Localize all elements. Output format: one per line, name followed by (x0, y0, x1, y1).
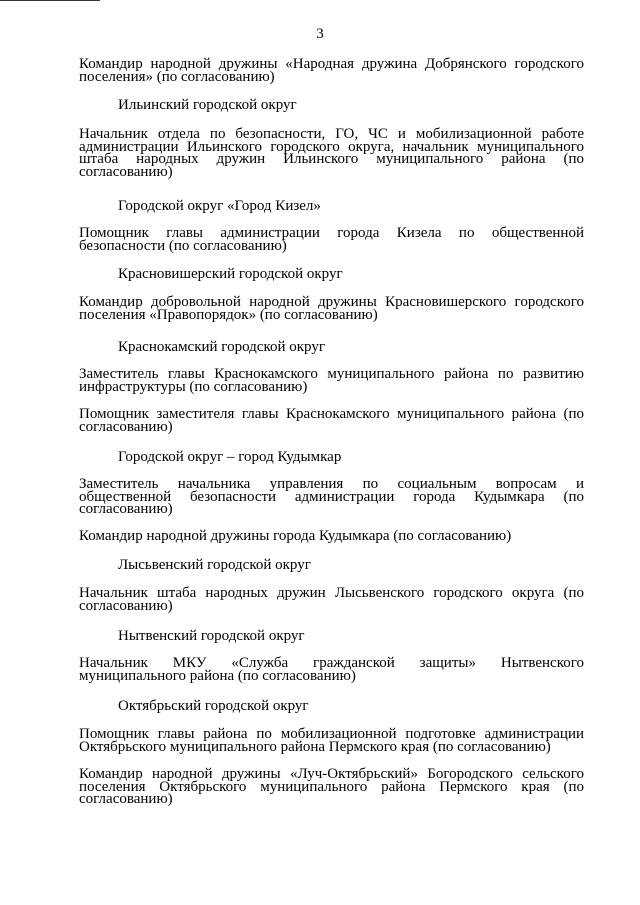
heading-nytva: Нытвенский городской округ (118, 628, 305, 644)
top-rule (0, 0, 100, 1)
paragraph-lysva-chief: Начальник штаба народных дружин Лысьвенского городского округа (по согласованию) (79, 585, 584, 614)
page-number: 3 (316, 26, 324, 42)
heading-kudymkar: Городской округ – город Кудымкар (118, 449, 342, 465)
paragraph-nytva-chief: Начальник МКУ «Служба гражданской защиты» Нытвенского муниципального района (по согласованию) (79, 655, 584, 684)
paragraph-dobryanka-commander: Командир народной дружины «Народная дружина Добрянского городского поселения» (по согласованию) (79, 56, 584, 85)
paragraph-krasnokamsk-deputy: Заместитель главы Краснокамского муниципального района по развитию инфраструктуры (по согласованию) (79, 366, 584, 395)
paragraph-oktyabrsky-commander: Командир народной дружины «Луч-Октябрьский» Богородского сельского поселения Октябрьского муниципального района Пермского края (по согласованию) (79, 766, 584, 807)
paragraph-ilinsky-head: Начальник отдела по безопасности, ГО, ЧС и мобилизационной работе администрации Ильинского городского округа, начальник муниципального штаба народных дружин Ильинского муниципального района (по согласованию) (79, 126, 584, 180)
paragraph-kizel-assistant: Помощник главы администрации города Кизела по общественной безопасности (по согласованию) (79, 225, 584, 254)
heading-oktyabrsky: Октябрьский городской округ (118, 698, 309, 714)
heading-krasnovishersk: Красновишерский городской округ (118, 266, 343, 282)
heading-ilinsky: Ильинский городской округ (118, 97, 297, 113)
paragraph-krasnokamsk-assistant: Помощник заместителя главы Краснокамского муниципального района (по согласованию) (79, 406, 584, 435)
paragraph-oktyabrsky-assistant: Помощник главы района по мобилизационной подготовке администрации Октябрьского муниципального района Пермского края (по согласованию) (79, 726, 584, 755)
heading-kizel: Городской округ «Город Кизел» (118, 198, 321, 214)
paragraph-kudymkar-deputy: Заместитель начальника управления по социальным вопросам и общественной безопасности администрации города Кудымкара (по согласованию) (79, 476, 584, 517)
heading-krasnokamsk: Краснокамский городской округ (118, 339, 325, 355)
paragraph-kudymkar-commander: Командир народной дружины города Кудымкара (по согласованию) (79, 528, 512, 544)
heading-lysva: Лысьвенский городской округ (118, 557, 311, 573)
paragraph-krasnovishersk-commander: Командир добровольной народной дружины Красновишерского городского поселения «Правопорядок» (по согласованию) (79, 294, 584, 323)
